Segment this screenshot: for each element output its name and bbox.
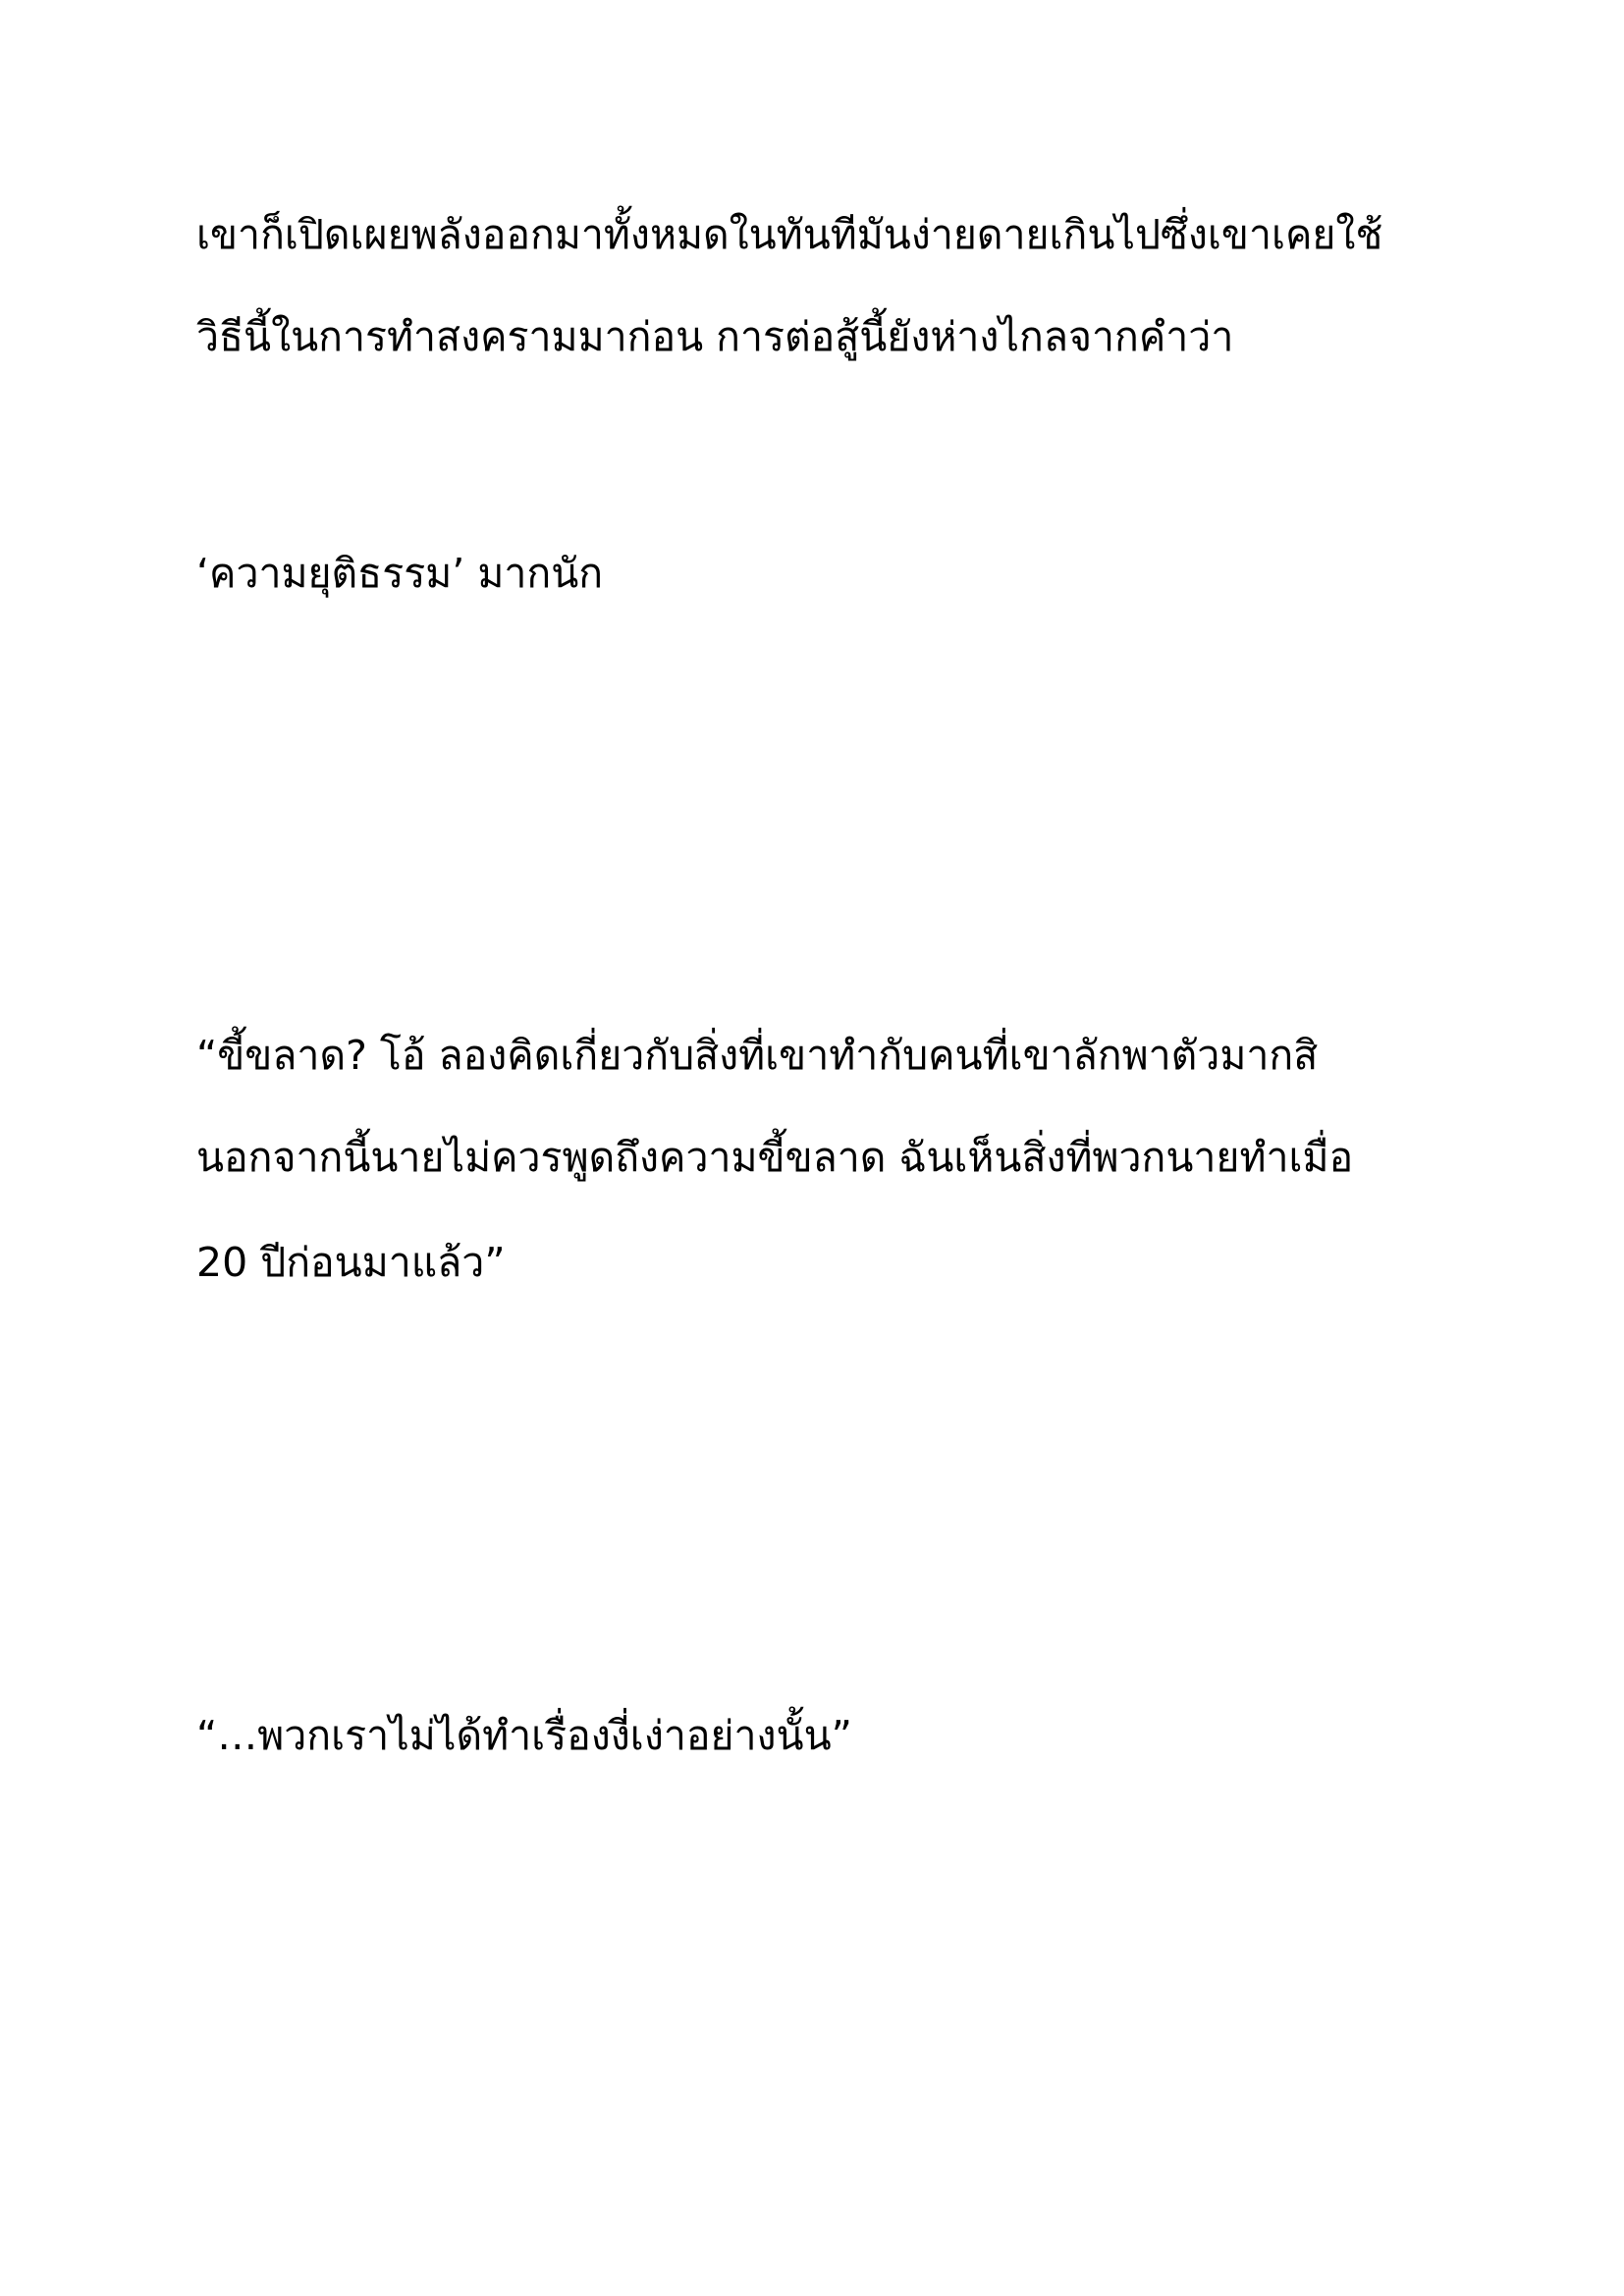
paragraph-2-line-1: ‘ความยุติธรรม’ มากนัก — [196, 550, 604, 597]
paragraph-3-line-3: 20 ปีก่อนมาแล้ว” — [196, 1239, 506, 1286]
paragraph-4-line-1: “…พวกเราไม่ได้ทำเรื่องงี่เง่าอย่างนั้น” — [196, 1712, 852, 1759]
paragraph-1-line-1: เขาก็เปิดเผยพลังออกมาทั้งหมดในทันทีมันง่ายดายเกินไปซึ่งเขาเคยใช้ — [196, 211, 1383, 258]
paragraph-3-line-1: “ขี้ขลาด? โอ้ ลองคิดเกี่ยวกับสิ่งที่เขาทำกับคนที่เขาลักพาตัวมากสิ — [196, 1032, 1319, 1079]
paragraph-3-line-2: นอกจากนี้นายไม่ควรพูดถึงความขี้ขลาด ฉันเห็นสิ่งที่พวกนายทำเมื่อ — [196, 1134, 1354, 1181]
paragraph-1-line-2: วิธีนี้ในการทำสงครามมาก่อน การต่อสู้นี้ยังห่างไกลจากคำว่า — [196, 313, 1234, 360]
